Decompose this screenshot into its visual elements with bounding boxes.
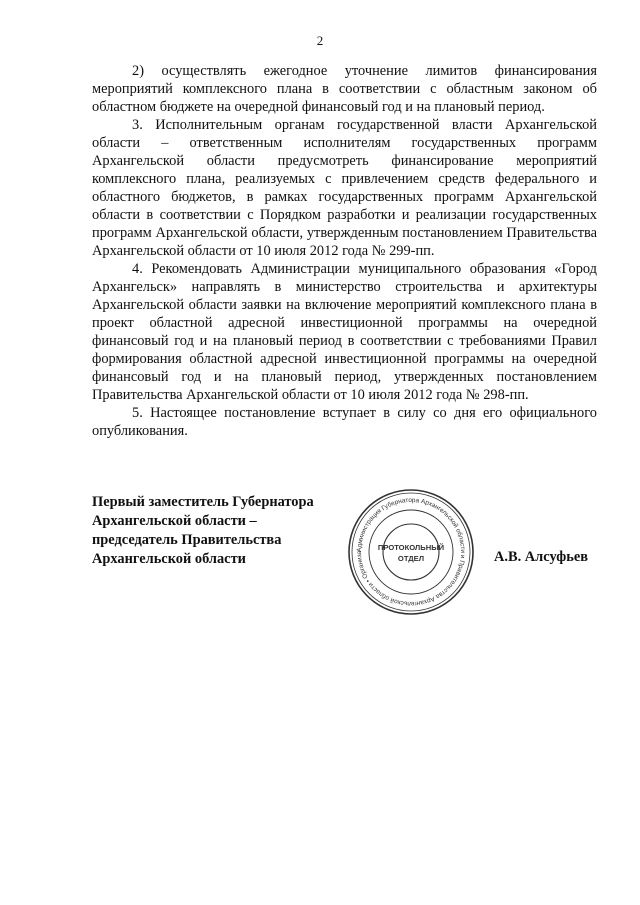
- paragraph-3: 3. Исполнительным органам государственной власти Архангельской области – ответственным исполнителям государственных программ Архангельской области предусмотреть финансирование мероприятий комплексного плана, реализуемых с привлечением средств федерального и областного бюджетов, в рамках государственных программ Архангельской области в соответствии с Порядком разработки и реализации государственных программ Архангельской области, утвержденным постановлением Правительства Архангельской области от 10 июля 2012 года № 299-пп.: [92, 117, 597, 259]
- seal-inner-ring: [383, 524, 439, 580]
- seal-center-text: ОТДЕЛ: [397, 554, 425, 563]
- paragraph-4: 4. Рекомендовать Администрации муниципального образования «Город Архангельск» направлять в министерство строительства и архитектуры Архангельской области заявки на включение мероприятий комплексного плана в проект областной адресной инвестиционной программы на очередной финансовый год и на плановый период в соответствии с требованиями Правил формирования областной адресной инвестиционной программы на очередной финансовый год и на плановый период, утвержденных постановлением Правительства Архангельской области от 10 июля 2012 года № 298-пп.: [92, 261, 597, 403]
- seal-middle-ring: [369, 510, 453, 594]
- seal-stamp-icon: [347, 488, 475, 616]
- seal-ring-text-path: Администрация Губернатора Архангельской области и Правительства Архангельской области • Организа: [355, 496, 467, 608]
- document-body: [92, 62, 597, 440]
- signatory-title-line: Архангельской области –: [92, 513, 257, 529]
- signatory-title-line: Первый заместитель Губернатора: [92, 494, 314, 510]
- seal-outer-ring: [349, 490, 473, 614]
- seal-outer-ring-inner: [352, 493, 470, 611]
- signatory-title-line: Архангельской области: [92, 551, 246, 567]
- seal-center-text: ПРОТОКОЛЬНЫЙ: [377, 543, 445, 552]
- paragraph-5: 5. Настоящее постановление вступает в силу со дня его официального опубликования.: [92, 405, 597, 439]
- signatory-name: А.В. Алсуфьев: [494, 549, 589, 565]
- page-number: 2: [316, 33, 324, 48]
- official-seal: [347, 488, 475, 616]
- signatory-title: [92, 493, 352, 569]
- signatory-title-line: председатель Правительства: [92, 532, 282, 548]
- paragraph-2: 2) осуществлять ежегодное уточнение лимитов финансирования мероприятий комплексного плана в соответствии с областным законом об областном бюджете на очередной финансовый год и на плановый период.: [92, 63, 597, 115]
